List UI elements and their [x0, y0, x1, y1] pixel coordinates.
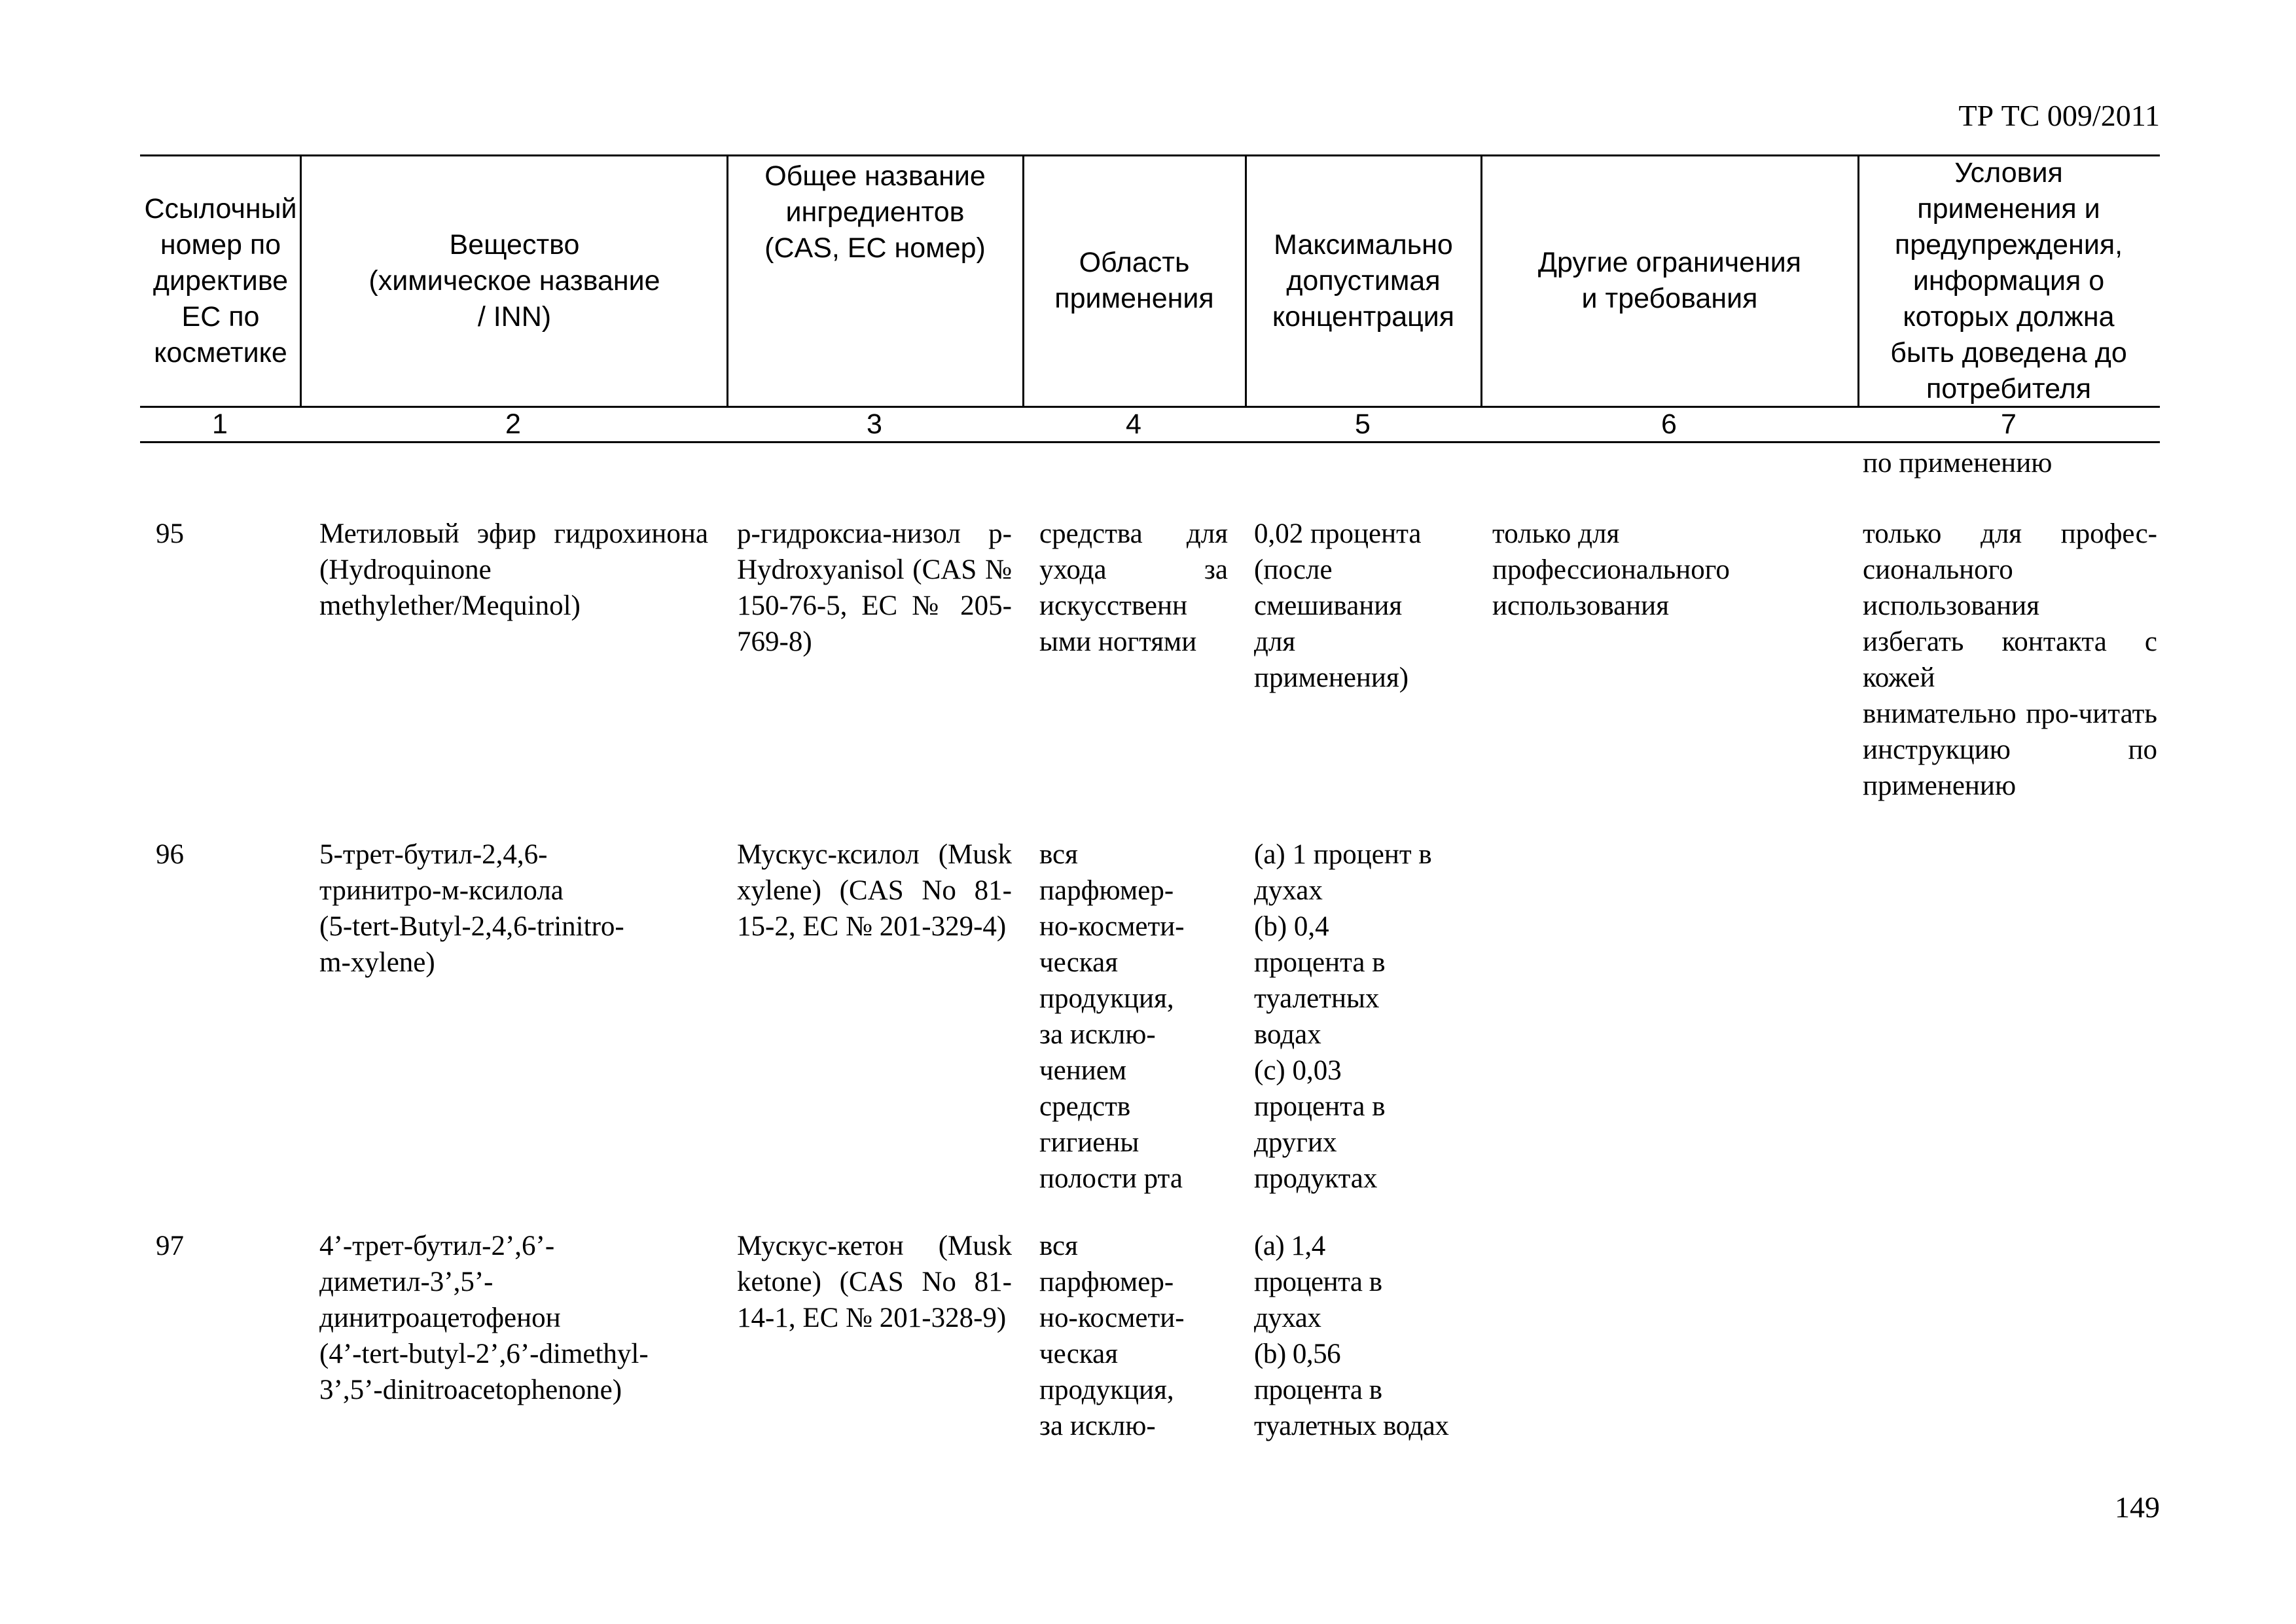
- continuation-text: по применению: [1863, 448, 2053, 478]
- ingredient-name: Мускус-ксилол (Musk xylene) (CAS No 81-15-2, EC № 201-329-4): [737, 839, 1012, 942]
- column-header-restrictions: Другие ограничения и требования: [1537, 247, 1802, 314]
- application-field: средства для ухода за искусственн ыми ногтями: [1039, 518, 1228, 657]
- application-field: вся парфюмер- но-космети- ческая продукция, за исклю- чением средств гигиены полости рта: [1039, 839, 1185, 1194]
- column-header-conditions: Условия применения и предупреждения, информация о которых должна быть доведена до потребителя: [1890, 156, 2127, 405]
- column-number: 4: [1126, 408, 1141, 440]
- column-number: 6: [1661, 408, 1677, 440]
- column-header-ingredient: Общее название ингредиентов (CAS, EC номер): [764, 160, 986, 264]
- substance-name: 4’-трет-бутил-2’,6’- диметил-3’,5’- динитроацетофенон (4’-tert-butyl-2’,6’-dimethyl- 3’,5’-dinitroacetophenone): [319, 1231, 649, 1405]
- column-number: 2: [505, 408, 521, 440]
- column-number: 5: [1355, 408, 1371, 440]
- ingredient-name: Мускус-кетон (Musk ketone) (CAS No 81-14-1, EC № 201-328-9): [737, 1231, 1012, 1333]
- page-number: 149: [2115, 1490, 2160, 1524]
- application-field: вся парфюмер- но-космети- ческая продукция, за исклю-: [1039, 1231, 1185, 1441]
- other-restrictions: только для профессионального использования: [1492, 518, 1730, 621]
- max-concentration: (a) 1 процент в духах (b) 0,4 процента в туалетных водах (c) 0,03 процента в других продуктах: [1254, 839, 1432, 1194]
- ref-number: 95: [156, 518, 184, 549]
- ref-number: 97: [156, 1231, 184, 1261]
- substance-name: Метиловый эфир гидрохинона (Hydroquinone methylether/Mequinol): [319, 518, 708, 621]
- numbers-bottom-border: [140, 441, 2160, 443]
- ingredient-name: p-гидроксиа-низол p-Hydroxyanisol (CAS № 150-76-5, EC № 205-769-8): [737, 518, 1012, 657]
- max-concentration: 0,02 процента (после смешивания для применения): [1254, 518, 1422, 693]
- column-number: 1: [212, 408, 228, 440]
- column-header-ref: Ссылочный номер по директиве ЕС по косметике: [144, 192, 297, 369]
- column-header-substance: Вещество (химическое название / INN): [368, 228, 660, 333]
- substance-name: 5-трет-бутил-2,4,6- тринитро-м-ксилола (5-tert-Butyl-2,4,6-trinitro- m-xylene): [319, 839, 624, 978]
- column-header-concentration: Максимально допустимая концентрация: [1272, 228, 1455, 333]
- column-header-field: Область применения: [1054, 247, 1214, 314]
- document-code: ТР ТС 009/2011: [1958, 99, 2160, 132]
- column-number: 3: [867, 408, 882, 440]
- usage-conditions: только для профес-сионального использования избегать контакта с кожей внимательно про-читать инструкцию по применению: [1863, 518, 2157, 801]
- column-number: 7: [2001, 408, 2017, 440]
- ref-number: 96: [156, 839, 184, 870]
- max-concentration: (a) 1,4 процента в духах (b) 0,56 процента в туалетных водах: [1254, 1231, 1449, 1441]
